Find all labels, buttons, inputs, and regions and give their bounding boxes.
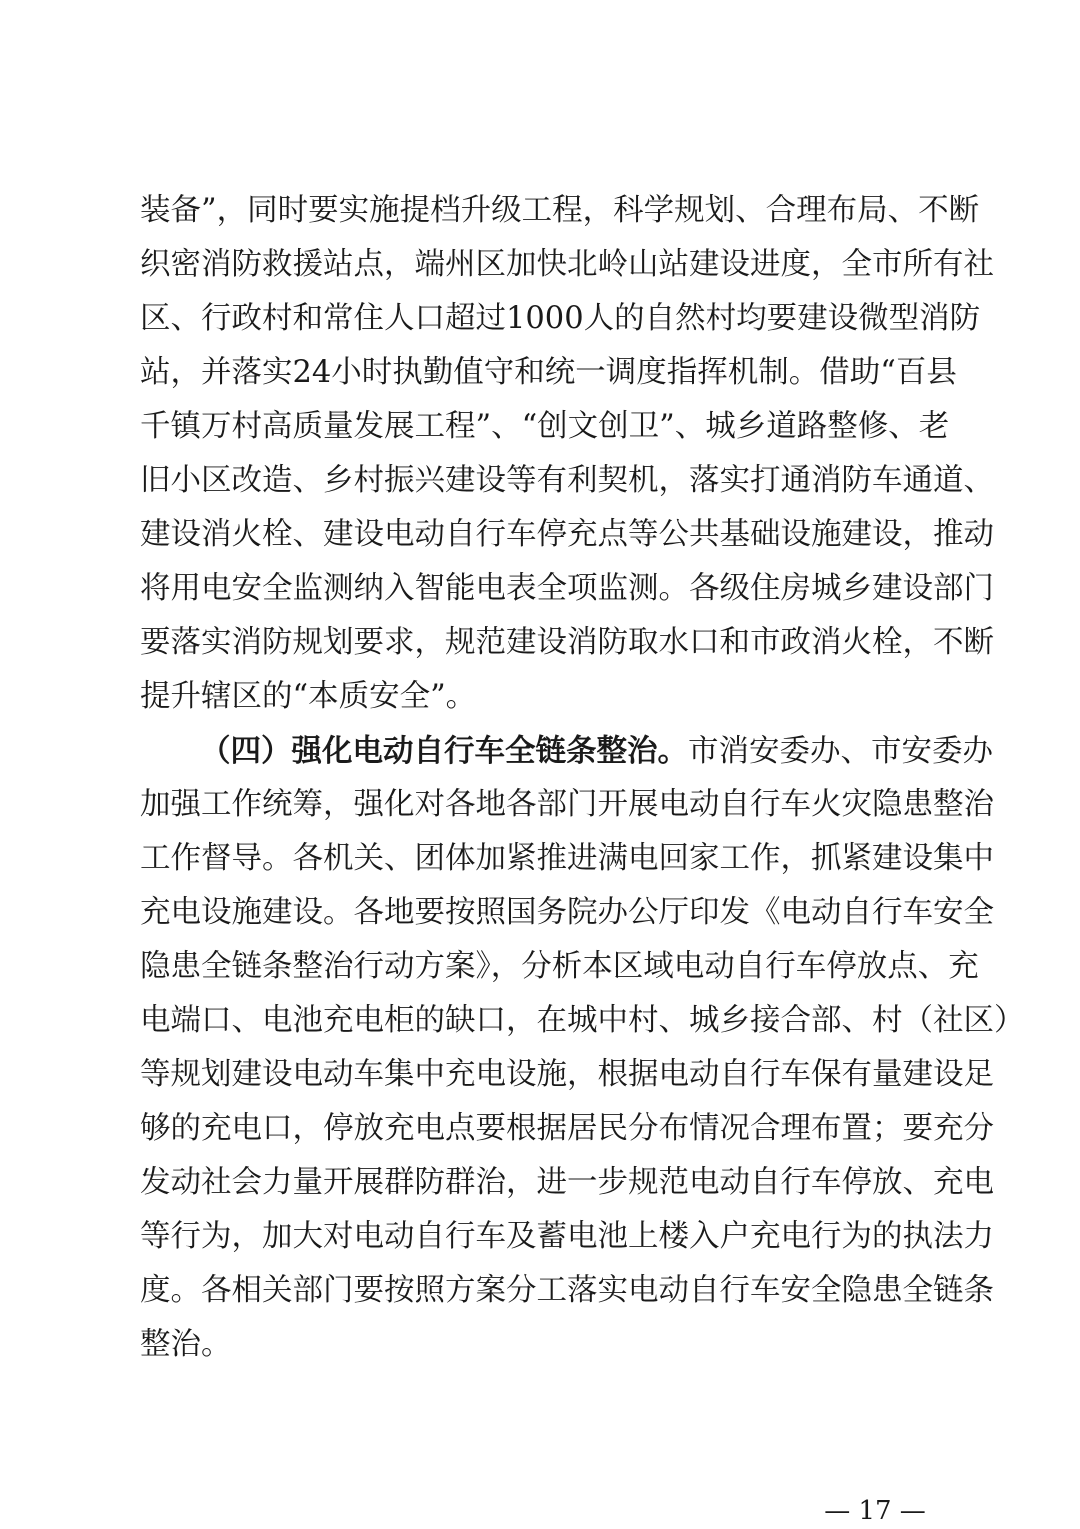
text-line: 发动社会力量开展群防群治，进一步规范电动自行车停放、充电 [140,1165,994,1200]
text-line: 隐患全链条整治行动方案》，分析本区域电动自行车停放点、充 [140,949,979,984]
text-line: 将用电安全监测纳入智能电表全项监测。各级住房城乡建设部门 [140,571,994,606]
text-line: 站，并落实24小时执勤值守和统一调度指挥机制。借助“百县 [140,355,957,390]
page-number: — 17 — [824,1496,926,1526]
section-heading-line [200,731,993,771]
text-line: 旧小区改造、乡村振兴建设等有利契机，落实打通消防车通道、 [140,463,994,498]
text-line: 提升辖区的“本质安全”。 [140,679,477,714]
text-line: 度。各相关部门要按照方案分工落实电动自行车安全隐患全链条 [140,1273,994,1308]
text-line: 整治。 [140,1327,232,1362]
text-line: 工作督导。各机关、团体加紧推进满电回家工作，抓紧建设集中 [140,841,994,876]
text-line: 电端口、电池充电柜的缺口，在城中村、城乡接合部、村（社区） [140,1003,1025,1038]
text-line: 区、行政村和常住人口超过1000人的自然村均要建设微型消防 [140,301,981,336]
text-line: 装备”，同时要实施提档升级工程，科学规划、合理布局、不断 [140,193,980,228]
text-line: 千镇万村高质量发展工程”、“创文创卫”、城乡道路整修、老 [140,409,950,444]
text-line: 等行为，加大对电动自行车及蓄电池上楼入户充电行为的执法力 [140,1219,994,1254]
section-heading: （四）强化电动自行车全链条整治。 [200,733,688,769]
text-line: 要落实消防规划要求，规范建设消防取水口和市政消火栓，不断 [140,625,994,660]
text-line: 充电设施建设。各地要按照国务院办公厅印发《电动自行车安全 [140,895,994,930]
text-line: 够的充电口，停放充电点要根据居民分布情况合理布置；要充分 [140,1111,994,1146]
text-line: 等规划建设电动车集中充电设施，根据电动自行车保有量建设足 [140,1057,994,1092]
section-heading-continuation: 市消安委办、市安委办 [688,734,993,769]
text-line: 织密消防救援站点，端州区加快北岭山站建设进度，全市所有社 [140,247,994,282]
text-line: 建设消火栓、建设电动自行车停充点等公共基础设施建设，推动 [140,517,994,552]
text-line: 加强工作统筹，强化对各地各部门开展电动自行车火灾隐患整治 [140,787,994,822]
